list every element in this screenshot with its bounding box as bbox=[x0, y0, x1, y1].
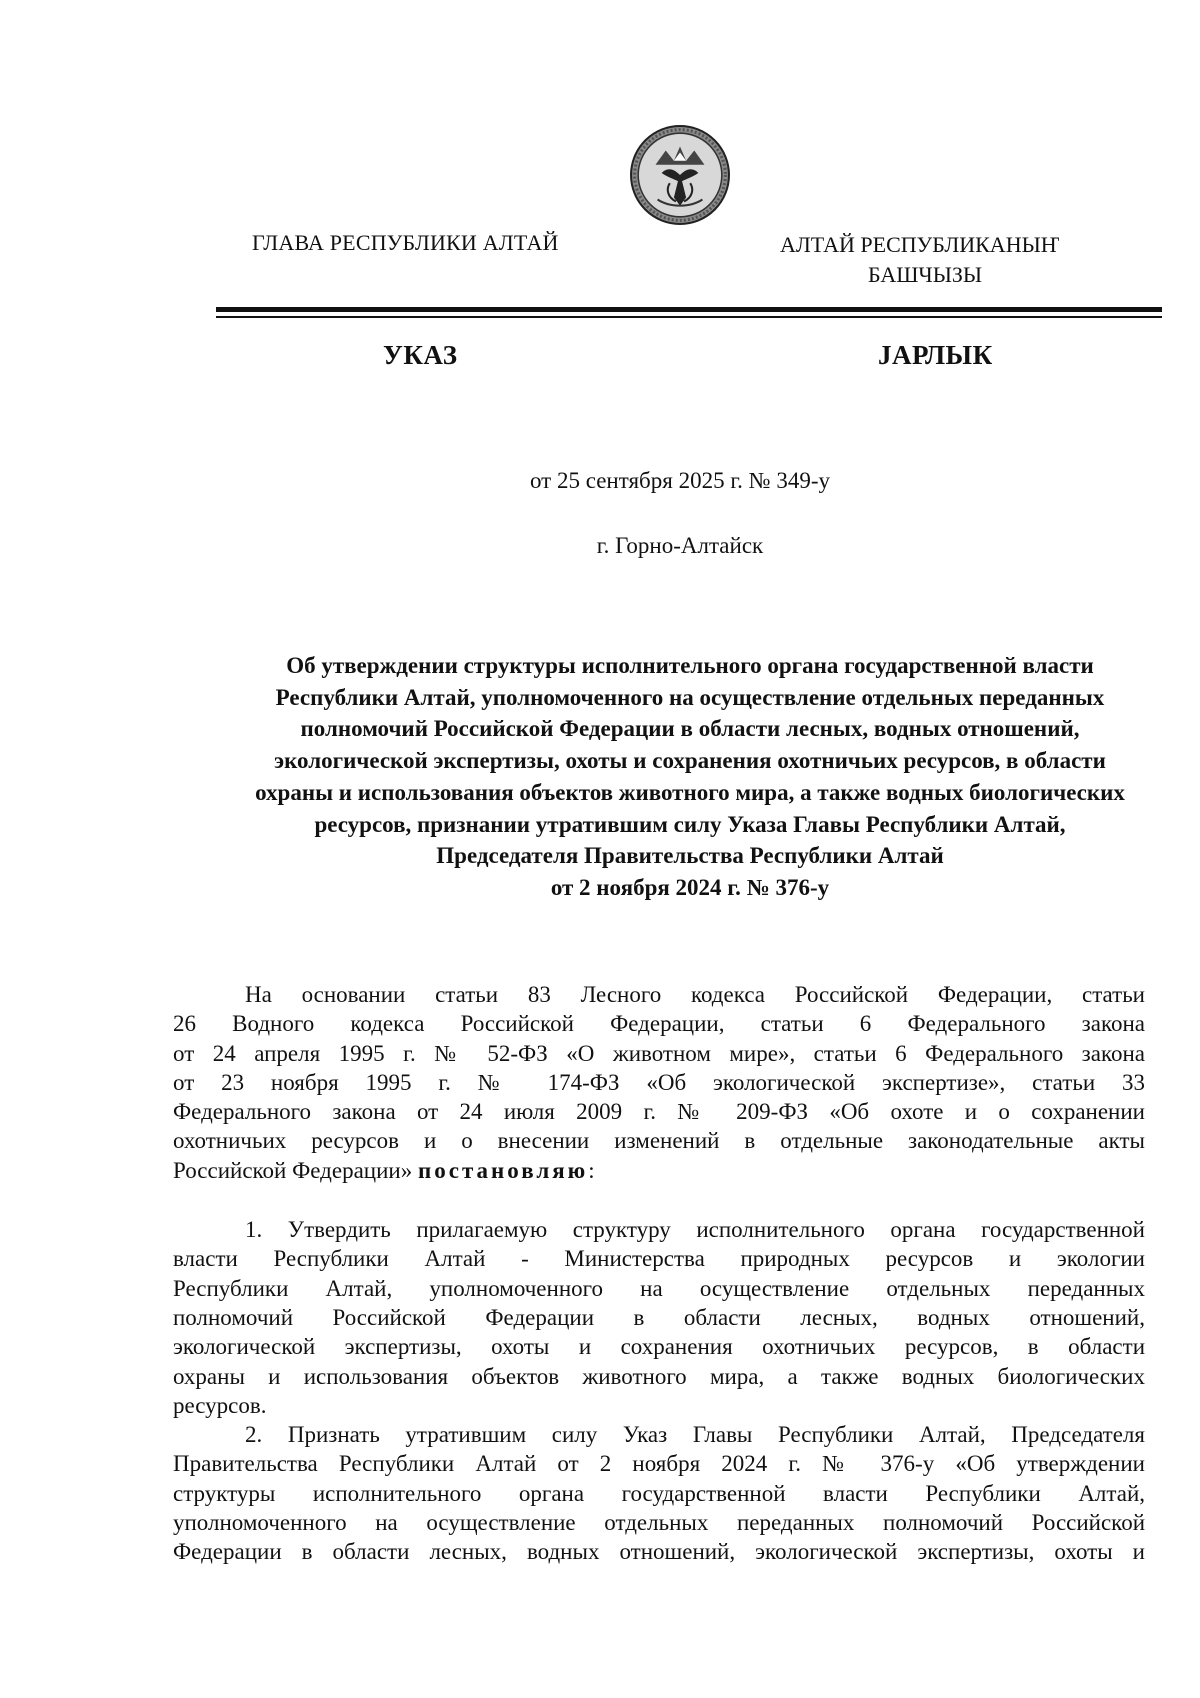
item-2-paragraph bbox=[173, 1420, 1145, 1566]
body-line: охотничьих ресурсов и о внесении изменений в отдельные законодательные акты bbox=[173, 1128, 1145, 1154]
body-line: Федерального закона от 24 июля 2009 г. № 209-ФЗ «Об охоте и о сохранении bbox=[173, 1099, 1145, 1125]
doc-type-russian: УКАЗ bbox=[383, 340, 458, 370]
doc-title-line: Об утверждении структуры исполнительного органа государственной власти bbox=[286, 653, 1094, 678]
body-line: от 24 апреля 1995 г. № 52-ФЗ «О животном мире», статьи 6 Федерального закона bbox=[173, 1040, 1145, 1066]
body-line bbox=[173, 1156, 1145, 1185]
body-line: структуры исполнительного органа государственной власти Республики Алтай, bbox=[173, 1480, 1145, 1506]
doc-type-altai: ЈАРЛЫК bbox=[878, 340, 993, 370]
issuer-title-altai bbox=[780, 230, 1120, 290]
header-divider-thin bbox=[216, 316, 1162, 318]
body-line: экологической экспертизы, охоты и сохранения охотничьих ресурсов, в области bbox=[173, 1334, 1145, 1360]
preamble-last-text: Российской Федерации» bbox=[173, 1157, 413, 1183]
doc-title-line: от 2 ноября 2024 г. № 376-у bbox=[550, 874, 830, 900]
doc-title bbox=[200, 650, 1180, 904]
body-line: уполномоченного на осуществление отдельных переданных полномочий Российской bbox=[173, 1510, 1145, 1536]
doc-city: г. Горно-Алтайск bbox=[596, 533, 764, 558]
item-1-paragraph bbox=[173, 1215, 1145, 1420]
body-line: Правительства Республики Алтай от 2 ноября 2024 г. № 376-у «Об утверждении bbox=[173, 1451, 1145, 1477]
body-line: власти Республики Алтай - Министерства природных ресурсов и экологии bbox=[173, 1246, 1145, 1272]
doc-body bbox=[173, 980, 1145, 1567]
body-line: полномочий Российской Федерации в области лесных, водных отношений, bbox=[173, 1304, 1145, 1330]
doc-title-line: Республики Алтай, уполномоченного на осуществление отдельных переданных bbox=[275, 684, 1105, 710]
header-divider-thick bbox=[216, 307, 1162, 312]
doc-date-number: от 25 сентября 2025 г. № 349-у bbox=[529, 468, 831, 493]
body-line: На основании статьи 83 Лесного кодекса Российской Федерации, статьи bbox=[245, 982, 1145, 1007]
body-line: 2. Признать утратившим силу Указ Главы Республики Алтай, Председателя bbox=[245, 1422, 1145, 1448]
doc-title-line: экологической экспертизы, охоты и сохранения охотничьих ресурсов, в области bbox=[274, 748, 1106, 774]
decree-word: постановляю bbox=[417, 1157, 589, 1183]
body-line: ресурсов. bbox=[173, 1392, 267, 1418]
issuer-title-russian: ГЛАВА РЕСПУБЛИКИ АЛТАЙ bbox=[252, 230, 559, 255]
body-line: 1. Утвердить прилагаемую структуру исполнительного органа государственной bbox=[245, 1217, 1145, 1243]
preamble-paragraph bbox=[173, 980, 1145, 1185]
body-line: Федерации в области лесных, водных отношений, экологической экспертизы, охоты и bbox=[173, 1539, 1145, 1565]
issuer-title-altai-line1: АЛТАЙ РЕСПУБЛИКАНЫҤ bbox=[780, 232, 1060, 257]
body-line: 26 Водного кодекса Российской Федерации, статьи 6 Федерального закона bbox=[173, 1011, 1145, 1037]
coat-of-arms-emblem bbox=[629, 124, 731, 226]
doc-title-line: полномочий Российской Федерации в области лесных, водных отношений, bbox=[300, 716, 1080, 742]
body-line: от 23 ноября 1995 г. № 174-ФЗ «Об экологической экспертизе», статьи 33 bbox=[173, 1069, 1145, 1095]
body-line: Республики Алтай, уполномоченного на осуществление отдельных переданных bbox=[173, 1275, 1145, 1301]
decree-colon: : bbox=[588, 1157, 595, 1183]
doc-title-line: ресурсов, признании утратившим силу Указа Главы Республики Алтай, bbox=[314, 811, 1066, 837]
doc-title-line: Председателя Правительства Республики Алтай bbox=[436, 843, 944, 869]
body-line: охраны и использования объектов животного мира, а также водных биологических bbox=[173, 1363, 1145, 1389]
issuer-title-altai-line2: БАШЧЫЗЫ bbox=[868, 262, 983, 287]
doc-title-line: охраны и использования объектов животного мира, а также водных биологических bbox=[255, 779, 1125, 805]
